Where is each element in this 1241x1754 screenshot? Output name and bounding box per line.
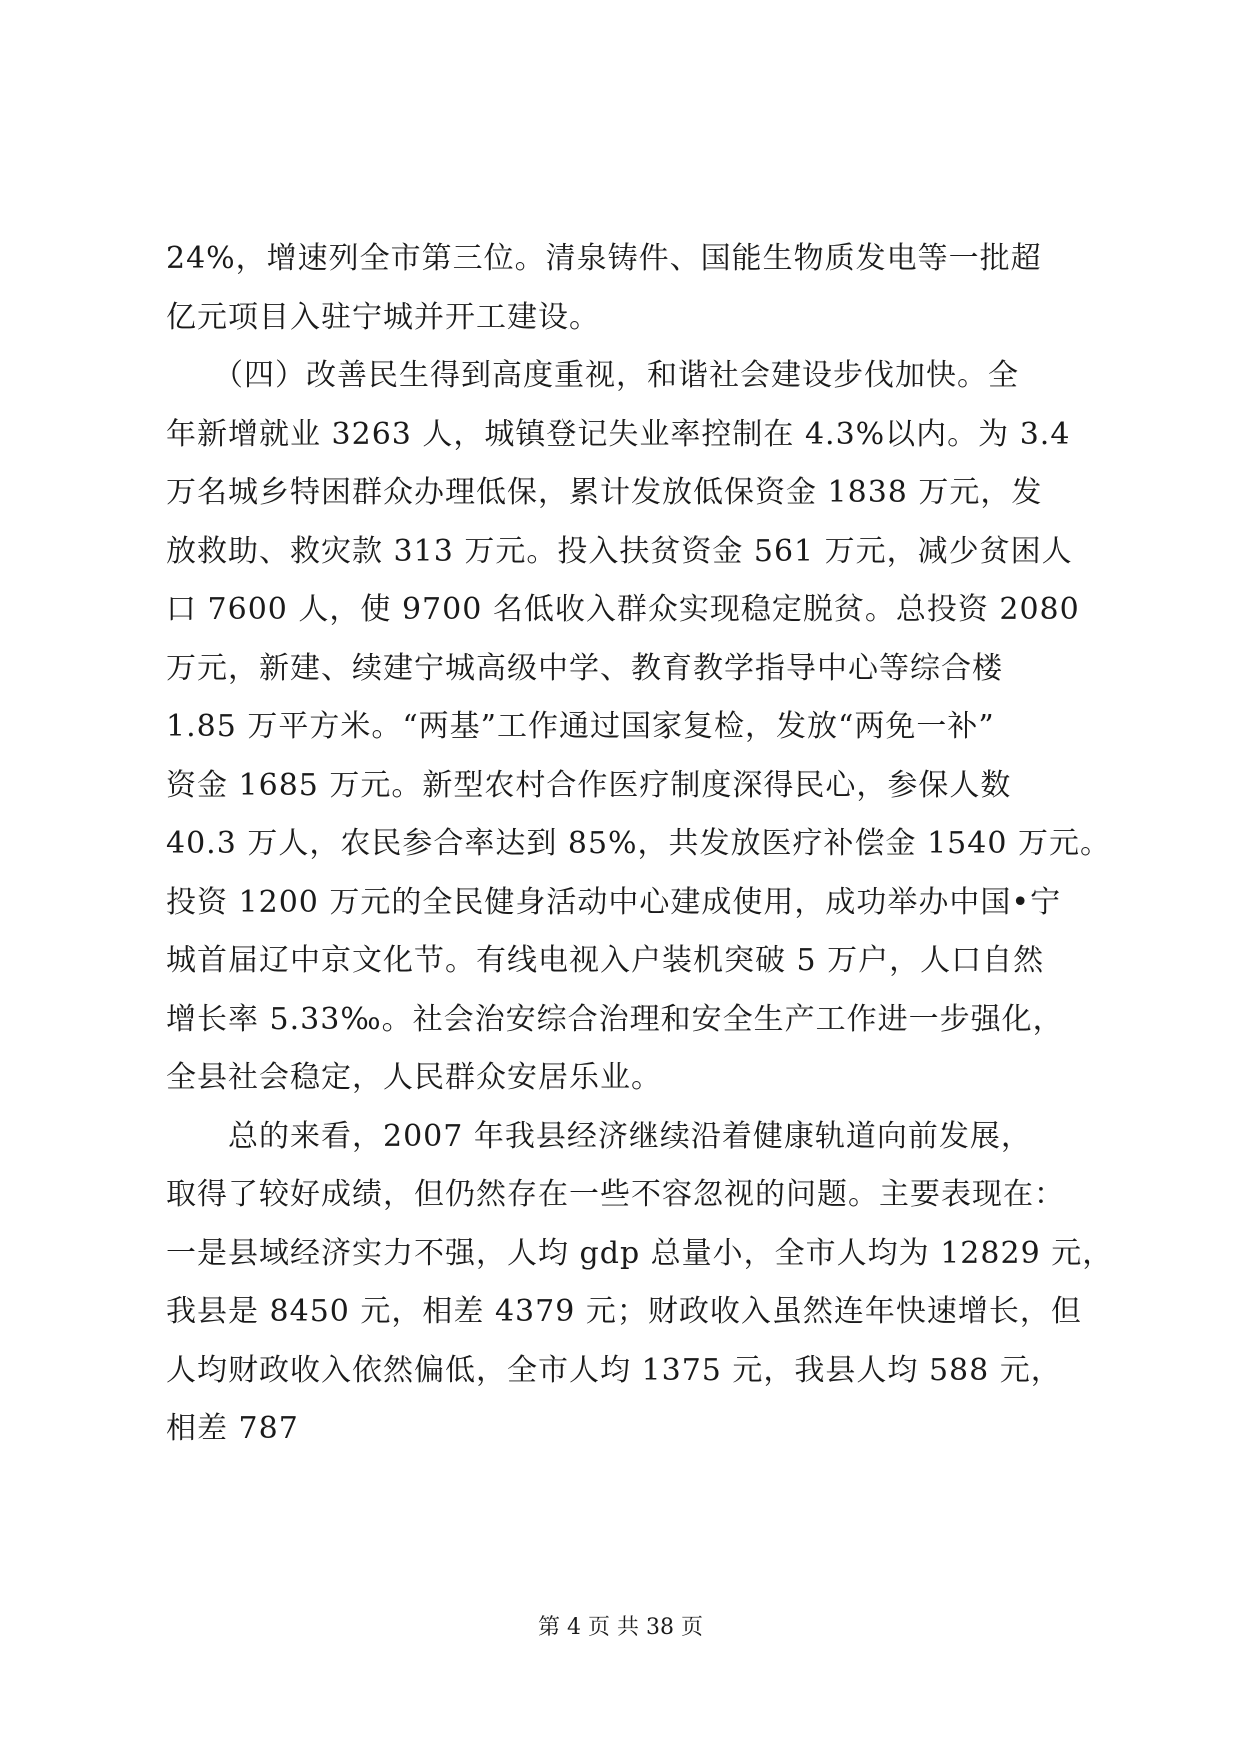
text-line: 相差 787 <box>166 1411 299 1446</box>
text-line: 资金 1685 万元。新型农村合作医疗制度深得民心，参保人数 <box>166 767 1012 803</box>
text-line: 我县是 8450 元，相差 4379 元；财政收入虽然连年快速增长，但 <box>166 1294 1082 1329</box>
text-line: 亿元项目入驻宁城并开工建设。 <box>166 299 600 335</box>
text-line: 40.3 万人，农民参合率达到 85%，共发放医疗补偿金 1540 万元。 <box>166 826 1111 861</box>
text-line: 全县社会稳定，人民群众安居乐业。 <box>166 1060 662 1095</box>
text-line: 投资 1200 万元的全民健身活动中心建成使用，成功举办中国•宁 <box>166 884 1062 920</box>
text-line: 城首届辽中京文化节。有线电视入户装机突破 5 万户，人口自然 <box>166 943 1045 978</box>
text-line: 万元，新建、续建宁城高级中学、教育教学指导中心等综合楼 <box>166 650 1003 686</box>
text-line: 增长率 5.33‰。社会治安综合治理和安全生产工作进一步强化， <box>166 1001 1064 1037</box>
text-line: （四）改善民生得到高度重视，和谐社会建设步伐加快。全 <box>166 358 1019 393</box>
text-line: 年新增就业 3263 人，城镇登记失业率控制在 4.3%以内。为 3.4 <box>166 416 1071 452</box>
text-line: 万名城乡特困群众办理低保，累计发放低保资金 1838 万元，发 <box>166 475 1043 510</box>
text-line: 口 7600 人，使 9700 名低收入群众实现稳定脱贫。总投资 2080 <box>166 592 1080 627</box>
page-number-footer: 第 4 页 共 38 页 <box>538 1615 703 1640</box>
text-line: 人均财政收入依然偏低，全市人均 1375 元，我县人均 588 元， <box>166 1352 1062 1388</box>
text-line: 放救助、救灾款 313 万元。投入扶贫资金 561 万元，减少贫困人 <box>166 533 1073 569</box>
text-line: 24%，增速列全市第三位。清泉铸件、国能生物质发电等一批超 <box>166 241 1042 276</box>
text-line: 取得了较好成绩，但仍然存在一些不容忽视的问题。主要表现在： <box>166 1177 1065 1212</box>
text-line: 1.85 万平方米。“两基”工作通过国家复检，发放“两免一补” <box>166 709 995 744</box>
body-text <box>166 230 1114 1459</box>
text-line: 一是县域经济实力不强，人均 gdp 总量小，全市人均为 12829 元， <box>166 1235 1114 1271</box>
text-line: 总的来看，2007 年我县经济继续沿着健康轨道向前发展， <box>166 1118 1032 1154</box>
